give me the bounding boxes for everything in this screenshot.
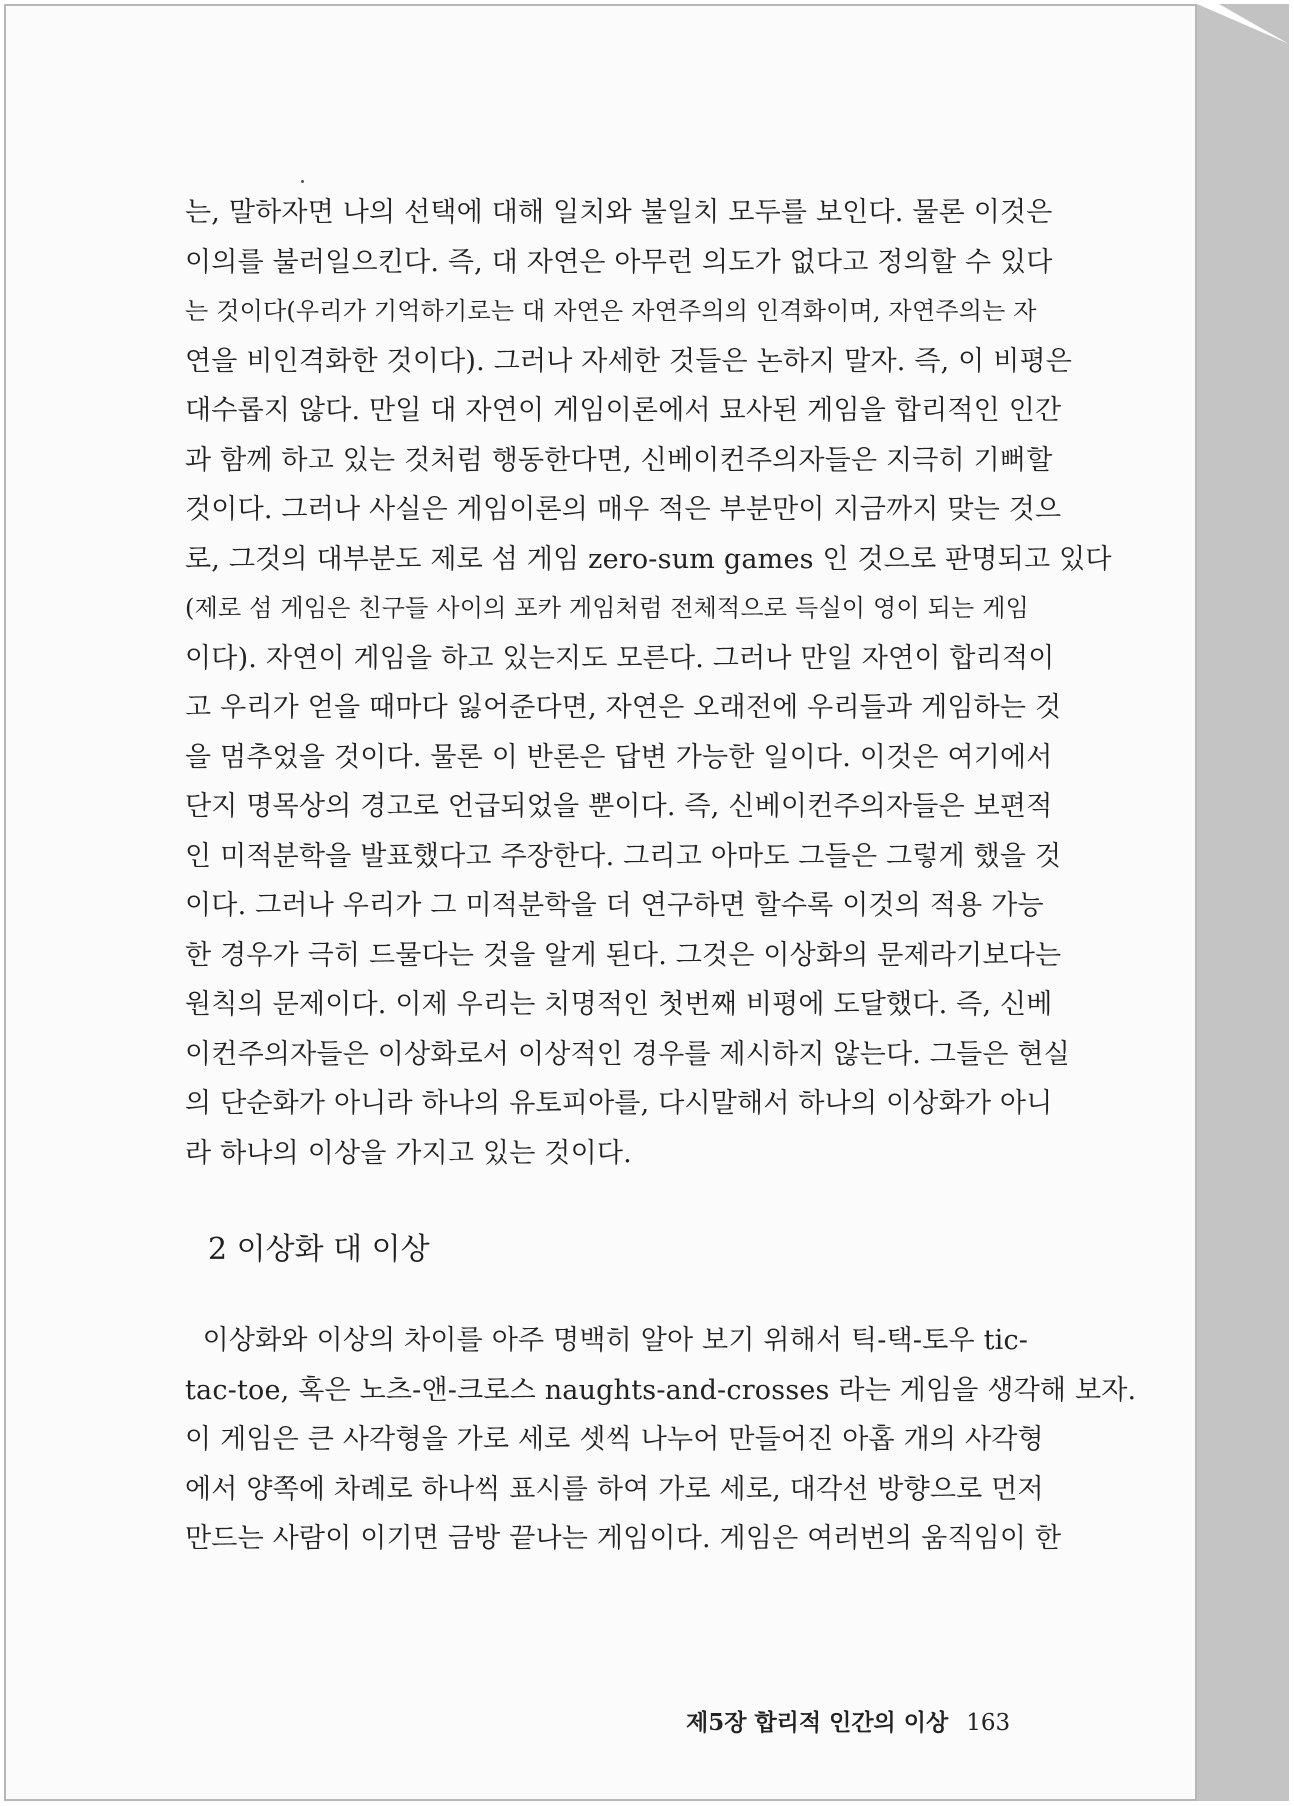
section-text (185, 1316, 1137, 1564)
text-line: 는, 말하자면 나의 선택에 대해 일치와 불일치 모두를 보인다. 물론 이것은 (185, 197, 1053, 228)
text-line: 연을 비인격화한 것이다). 그러나 자세한 것들은 논하지 말자. 즉, 이 비평은 (185, 345, 1073, 377)
page-number: 163 (966, 1710, 1011, 1736)
text-line: 라 하나의 이상을 가지고 있는 것이다. (185, 1137, 632, 1169)
book-edge (1197, 4, 1289, 1801)
text-line: 이컨주의자들은 이상화로서 이상적인 경우를 제시하지 않는다. 그들은 현실 (185, 1038, 1071, 1070)
text-line: (제로 섬 게임은 친구들 사이의 포카 게임처럼 전체적으로 득실이 영이 되는 게임 (185, 594, 1029, 622)
body-text (185, 188, 1112, 1178)
stray-mark (301, 180, 304, 183)
text-line: tac-toe, 혹은 노츠-앤-크로스 naughts-and-crosses 라는 게임을 생각해 보자. (185, 1374, 1137, 1406)
text-line: 이다. 그러나 우리가 그 미적분학을 더 연구하면 할수록 이것의 적용 가능 (185, 890, 1044, 921)
book-edge-shape (1197, 4, 1289, 1801)
page-footer (686, 1704, 1010, 1737)
text-line: 것이다. 그러나 사실은 게임이론의 매우 적은 부분만이 지금까지 맞는 것으 (185, 494, 1062, 525)
text-line: 인 미적분학을 발표했다고 주장한다. 그리고 아마도 그들은 그렇게 했을 것 (185, 840, 1062, 872)
section-heading: 2 이상화 대 이상 (208, 1232, 430, 1267)
text-line: 는 것이다(우리가 기억하기로는 대 자연은 자연주의의 인격화이며, 자연주의는 자 (185, 297, 1037, 325)
text-line: 에서 양쪽에 차례로 하나씩 표시를 하여 가로 세로, 대각선 방향으로 먼저 (185, 1473, 1044, 1505)
text-line: 만드는 사람이 이기면 금방 끝나는 게임이다. 게임은 여러번의 움직임이 한 (185, 1523, 1062, 1554)
text-line: 로, 그것의 대부분도 제로 섬 게임 zero-sum games 인 것으로 판명되고 있다 (185, 543, 1112, 575)
text-line: 의 단순화가 아니라 하나의 유토피아를, 다시말해서 하나의 이상화가 아니 (185, 1088, 1053, 1119)
text-line: 이 게임은 큰 사각형을 가로 세로 셋씩 나누어 만들어진 아홉 개의 사각형 (185, 1424, 1044, 1455)
text-line: 이상화와 이상의 차이를 아주 명백히 알아 보기 위해서 틱-택-토우 tic- (185, 1325, 1029, 1356)
text-line: 이의를 불러일으킨다. 즉, 대 자연은 아무런 의도가 없다고 정의할 수 있다 (185, 246, 1053, 278)
text-line: 고 우리가 얻을 때마다 잃어준다면, 자연은 오래전에 우리들과 게임하는 것 (185, 692, 1062, 723)
text-line: 과 함께 하고 있는 것처럼 행동한다면, 신베이컨주의자들은 지극히 기뻐할 (185, 444, 1053, 476)
text-line: 원칙의 문제이다. 이제 우리는 치명적인 첫번째 비평에 도달했다. 즉, 신베 (185, 989, 1053, 1020)
text-line: 한 경우가 극히 드물다는 것을 알게 된다. 그것은 이상화의 문제라기보다는 (185, 939, 1062, 971)
text-line: 대수롭지 않다. 만일 대 자연이 게임이론에서 묘사된 게임을 합리적인 인간 (185, 395, 1062, 426)
text-line: 단지 명목상의 경고로 언급되었을 뿐이다. 즉, 신베이컨주의자들은 보편적 (185, 791, 1053, 822)
text-line: 이다). 자연이 게임을 하고 있는지도 모른다. 그러나 만일 자연이 합리적이 (185, 642, 1055, 674)
running-head: 제5장 합리적 인간의 이상 (686, 1709, 949, 1736)
text-line: 을 멈추었을 것이다. 물론 이 반론은 답변 가능한 일이다. 이것은 여기에서 (185, 741, 1053, 773)
